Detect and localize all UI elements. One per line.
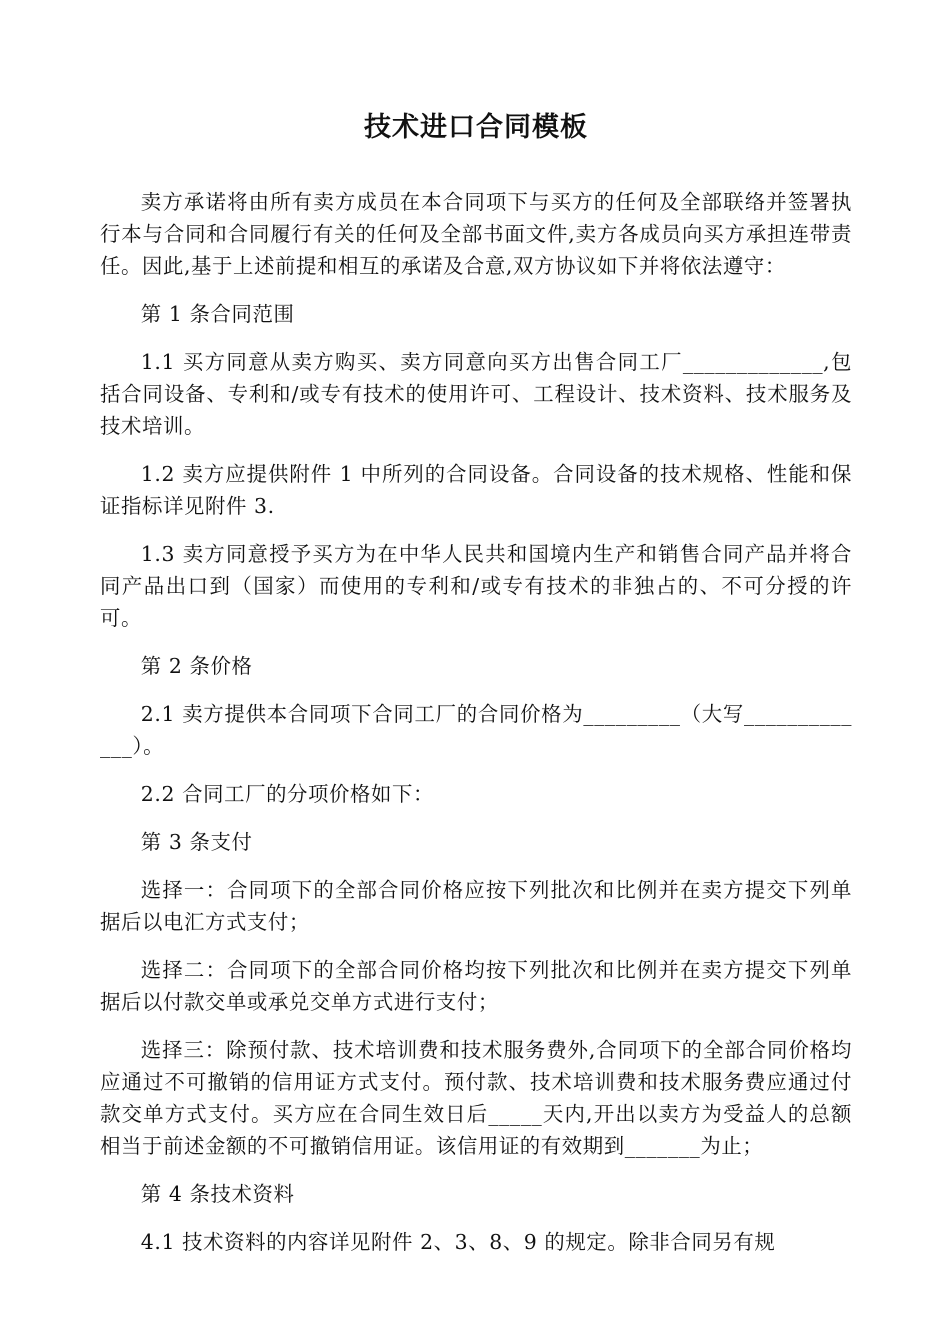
article-3-heading: 第 3 条支付 bbox=[140, 830, 253, 854]
payment-option-3: 选择三：除预付款、技术培训费和技术服务费外,合同项下的全部合同价格均应通过不可撤销的信用证方式支付。预付款、技术培训费和技术服务费应通过付款交单方式支付。买方应在合同生效日后_____天内,开出以卖方为受益人的总额相当于前述金额的不可撤销信用证。该信用证的有效期到_______为止； bbox=[100, 1038, 852, 1158]
clause-1-2: 1.2 卖方应提供附件 1 中所列的合同设备。合同设备的技术规格、性能和保证指标详见附件 3. bbox=[100, 462, 852, 518]
clause-2-1: 2.1 卖方提供本合同项下合同工厂的合同价格为_________（大写_____________）。 bbox=[100, 702, 852, 758]
document-body bbox=[100, 186, 852, 1258]
preamble-paragraph: 卖方承诺将由所有卖方成员在本合同项下与买方的任何及全部联络并签署执行本与合同和合同履行有关的任何及全部书面文件,卖方各成员向买方承担连带责任。因此,基于上述前提和相互的承诺及合意,双方协议如下并将依法遵守： bbox=[100, 190, 852, 278]
payment-option-2: 选择二：合同项下的全部合同价格均按下列批次和比例并在卖方提交下列单据后以付款交单或承兑交单方式进行支付； bbox=[100, 958, 852, 1014]
article-2-heading: 第 2 条价格 bbox=[140, 654, 253, 678]
payment-option-1: 选择一：合同项下的全部合同价格应按下列批次和比例并在卖方提交下列单据后以电汇方式支付； bbox=[100, 878, 852, 934]
article-4-heading: 第 4 条技术资料 bbox=[140, 1182, 295, 1206]
clause-1-1: 1.1 买方同意从卖方购买、卖方同意向买方出售合同工厂_____________,包括合同设备、专利和/或专有技术的使用许可、工程设计、技术资料、技术服务及技术培训。 bbox=[100, 350, 852, 438]
document-page bbox=[100, 0, 852, 1274]
document-title: 技术进口合同模板 bbox=[364, 112, 588, 143]
article-1-heading: 第 1 条合同范围 bbox=[140, 302, 295, 326]
clause-2-2: 2.2 合同工厂的分项价格如下： bbox=[140, 782, 434, 806]
clause-1-3: 1.3 卖方同意授予买方为在中华人民共和国境内生产和销售合同产品并将合同产品出口到（国家）而使用的专利和/或专有技术的非独占的、不可分授的许可。 bbox=[100, 542, 852, 630]
clause-4-1: 4.1 技术资料的内容详见附件 2、3、8、9 的规定。除非合同另有规 bbox=[140, 1230, 776, 1254]
